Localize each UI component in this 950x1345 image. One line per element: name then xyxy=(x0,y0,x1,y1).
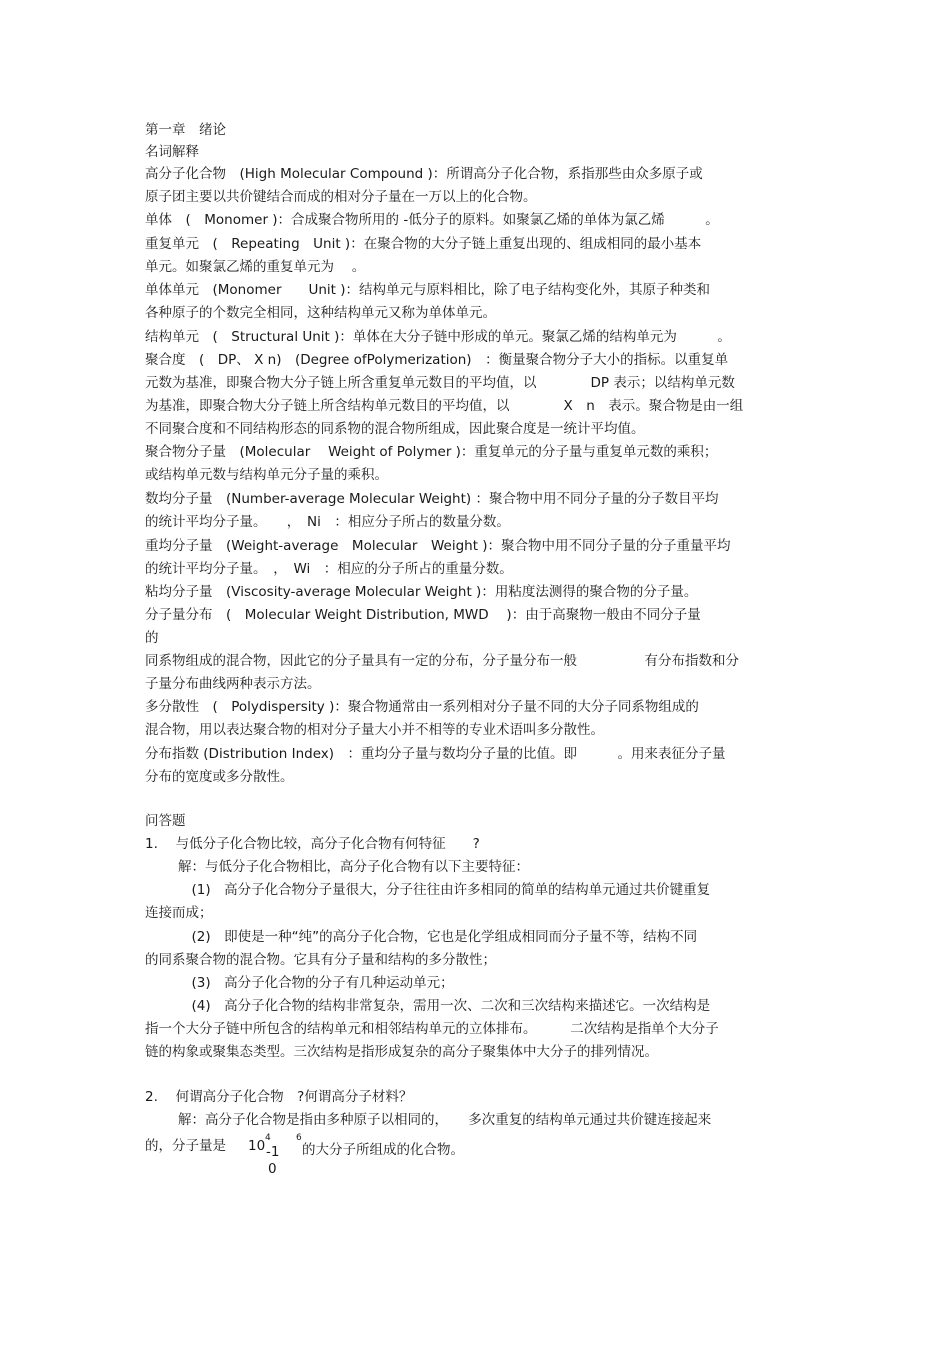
question-line: 1. 与低分子化合物比较，高分子化合物有何特征 ? xyxy=(145,836,480,852)
mw-range-exp-high: 6 xyxy=(296,1133,302,1143)
term-line: 重均分子量 (Weight-average Molecular Weight )：聚合物中用不同分子量的分子重量平均 xyxy=(145,538,731,554)
term-line: 或结构单元数与结构单元分子量的乘积。 xyxy=(145,467,388,483)
chapter-title: 第一章 绪论 xyxy=(145,122,226,138)
answer-line: (1) 高分子化合物分子量很大，分子往往由许多相同的简单的结构单元通过共价键重复 xyxy=(178,882,711,898)
term-line: 数均分子量 (Number-average Molecular Weight) ：聚合物中用不同分子量的分子数目平均 xyxy=(145,491,719,507)
term-line: 分布指数 (Distribution Index) ：重均分子量与数均分子量的比值。即 。用来表征分子量 xyxy=(145,746,726,762)
term-line: 的统计平均分子量。 ， Ni ：相应分子所占的数量分数。 xyxy=(145,514,510,530)
term-line: 分布的宽度或多分散性。 xyxy=(145,769,294,785)
answer-line: (3) 高分子化合物的分子有几种运动单元； xyxy=(178,975,454,991)
mw-range-zero: 0 xyxy=(268,1161,277,1177)
term-line: 各种原子的个数完全相同，这种结构单元又称为单体单元。 xyxy=(145,305,496,321)
term-line: 的 xyxy=(145,630,159,646)
term-line: 的统计平均分子量。 ， Wi ：相应的分子所占的重量分数。 xyxy=(145,561,513,577)
answer-line: 链的构象或聚集态类型。三次结构是指形成复杂的高分子聚集体中大分子的排列情况。 xyxy=(145,1044,658,1060)
term-line: 聚合物分子量 (Molecular Weight of Polymer )：重复单元的分子量与重复单元数的乘积； xyxy=(145,444,718,460)
term-line: 不同聚合度和不同结构形态的同系物的混合物所组成，因此聚合度是一统计平均值。 xyxy=(145,421,645,437)
answer-line: 的，分子量是 xyxy=(145,1138,240,1154)
answer-line: 解：与低分子化合物相比，高分子化合物有以下主要特征： xyxy=(178,859,529,875)
term-line: 单体单元 (Monomer Unit )：结构单元与原料相比，除了电子结构变化外，其原子种类和 xyxy=(145,282,711,298)
term-line: 重复单元 ( Repeating Unit )：在聚合物的大分子链上重复出现的、组成相同的最小基本 xyxy=(145,236,702,252)
mw-range-exp-low: 4 xyxy=(265,1133,271,1143)
answer-line: 的大分子所组成的化合物。 xyxy=(302,1142,464,1158)
term-line: 分子量分布 ( Molecular Weight Distribution, MWD )：由于高聚物一般由不同分子量 xyxy=(145,607,701,623)
term-line: 原子团主要以共价键结合而成的相对分子量在一万以上的化合物。 xyxy=(145,189,537,205)
mw-range-base: 10 xyxy=(248,1138,266,1154)
answer-line: 连接而成； xyxy=(145,905,213,921)
answer-line: (4) 高分子化合物的结构非常复杂，需用一次、二次和三次结构来描述它。一次结构是 xyxy=(178,998,711,1014)
section-heading-terms: 名词解释 xyxy=(145,144,199,160)
term-line: 元数为基准，即聚合物大分子链上所含重复单元数目的平均值，以 DP 表示；以结构单元数 xyxy=(145,375,735,391)
answer-line: (2) 即使是一种“纯”的高分子化合物，它也是化学组成相同而分子量不等，结构不同 xyxy=(178,929,698,945)
answer-line: 指一个大分子链中所包含的结构单元和相邻结构单元的立体排布。 二次结构是指单个大分子 xyxy=(145,1021,719,1037)
question-line: 2. 何谓高分子化合物 ?何谓高分子材料？ xyxy=(145,1089,413,1105)
answer-line: 的同系聚合物的混合物。它具有分子量和结构的多分散性； xyxy=(145,952,496,968)
term-line: 高分子化合物 (High Molecular Compound )：所谓高分子化合物，系指那些由众多原子或 xyxy=(145,166,703,182)
term-line: 子量分布曲线两种表示方法。 xyxy=(145,676,321,692)
term-line: 同系物组成的混合物，因此它的分子量具有一定的分布，分子量分布一般 有分布指数和分 xyxy=(145,653,739,669)
mw-range-dash: -1 xyxy=(266,1144,280,1160)
answer-line: 解：高分子化合物是指由多种原子以相同的， 多次重复的结构单元通过共价键连接起来 xyxy=(178,1112,712,1128)
section-heading-qa: 问答题 xyxy=(145,813,186,829)
term-line: 多分散性 ( Polydispersity )：聚合物通常由一系列相对分子量不同的大分子同系物组成的 xyxy=(145,699,699,715)
term-line: 单元。如聚氯乙烯的重复单元为 。 xyxy=(145,259,366,275)
term-line: 混合物，用以表达聚合物的相对分子量大小并不相等的专业术语叫多分散性。 xyxy=(145,722,604,738)
term-line: 结构单元 ( Structural Unit )：单体在大分子链中形成的单元。聚氯乙烯的结构单元为 。 xyxy=(145,329,731,345)
term-line: 单体 ( Monomer )：合成聚合物所用的 -低分子的原料。如聚氯乙烯的单体为氯乙烯 。 xyxy=(145,212,719,228)
term-line: 粘均分子量 (Viscosity-average Molecular Weight )：用粘度法测得的聚合物的分子量。 xyxy=(145,584,698,600)
term-line: 为基准，即聚合物大分子链上所含结构单元数目的平均值，以 X n 表示。聚合物是由一组 xyxy=(145,398,744,414)
term-line: 聚合度 ( DP、 X n) (Degree ofPolymerization) ：衡量聚合物分子大小的指标。以重复单 xyxy=(145,352,729,368)
